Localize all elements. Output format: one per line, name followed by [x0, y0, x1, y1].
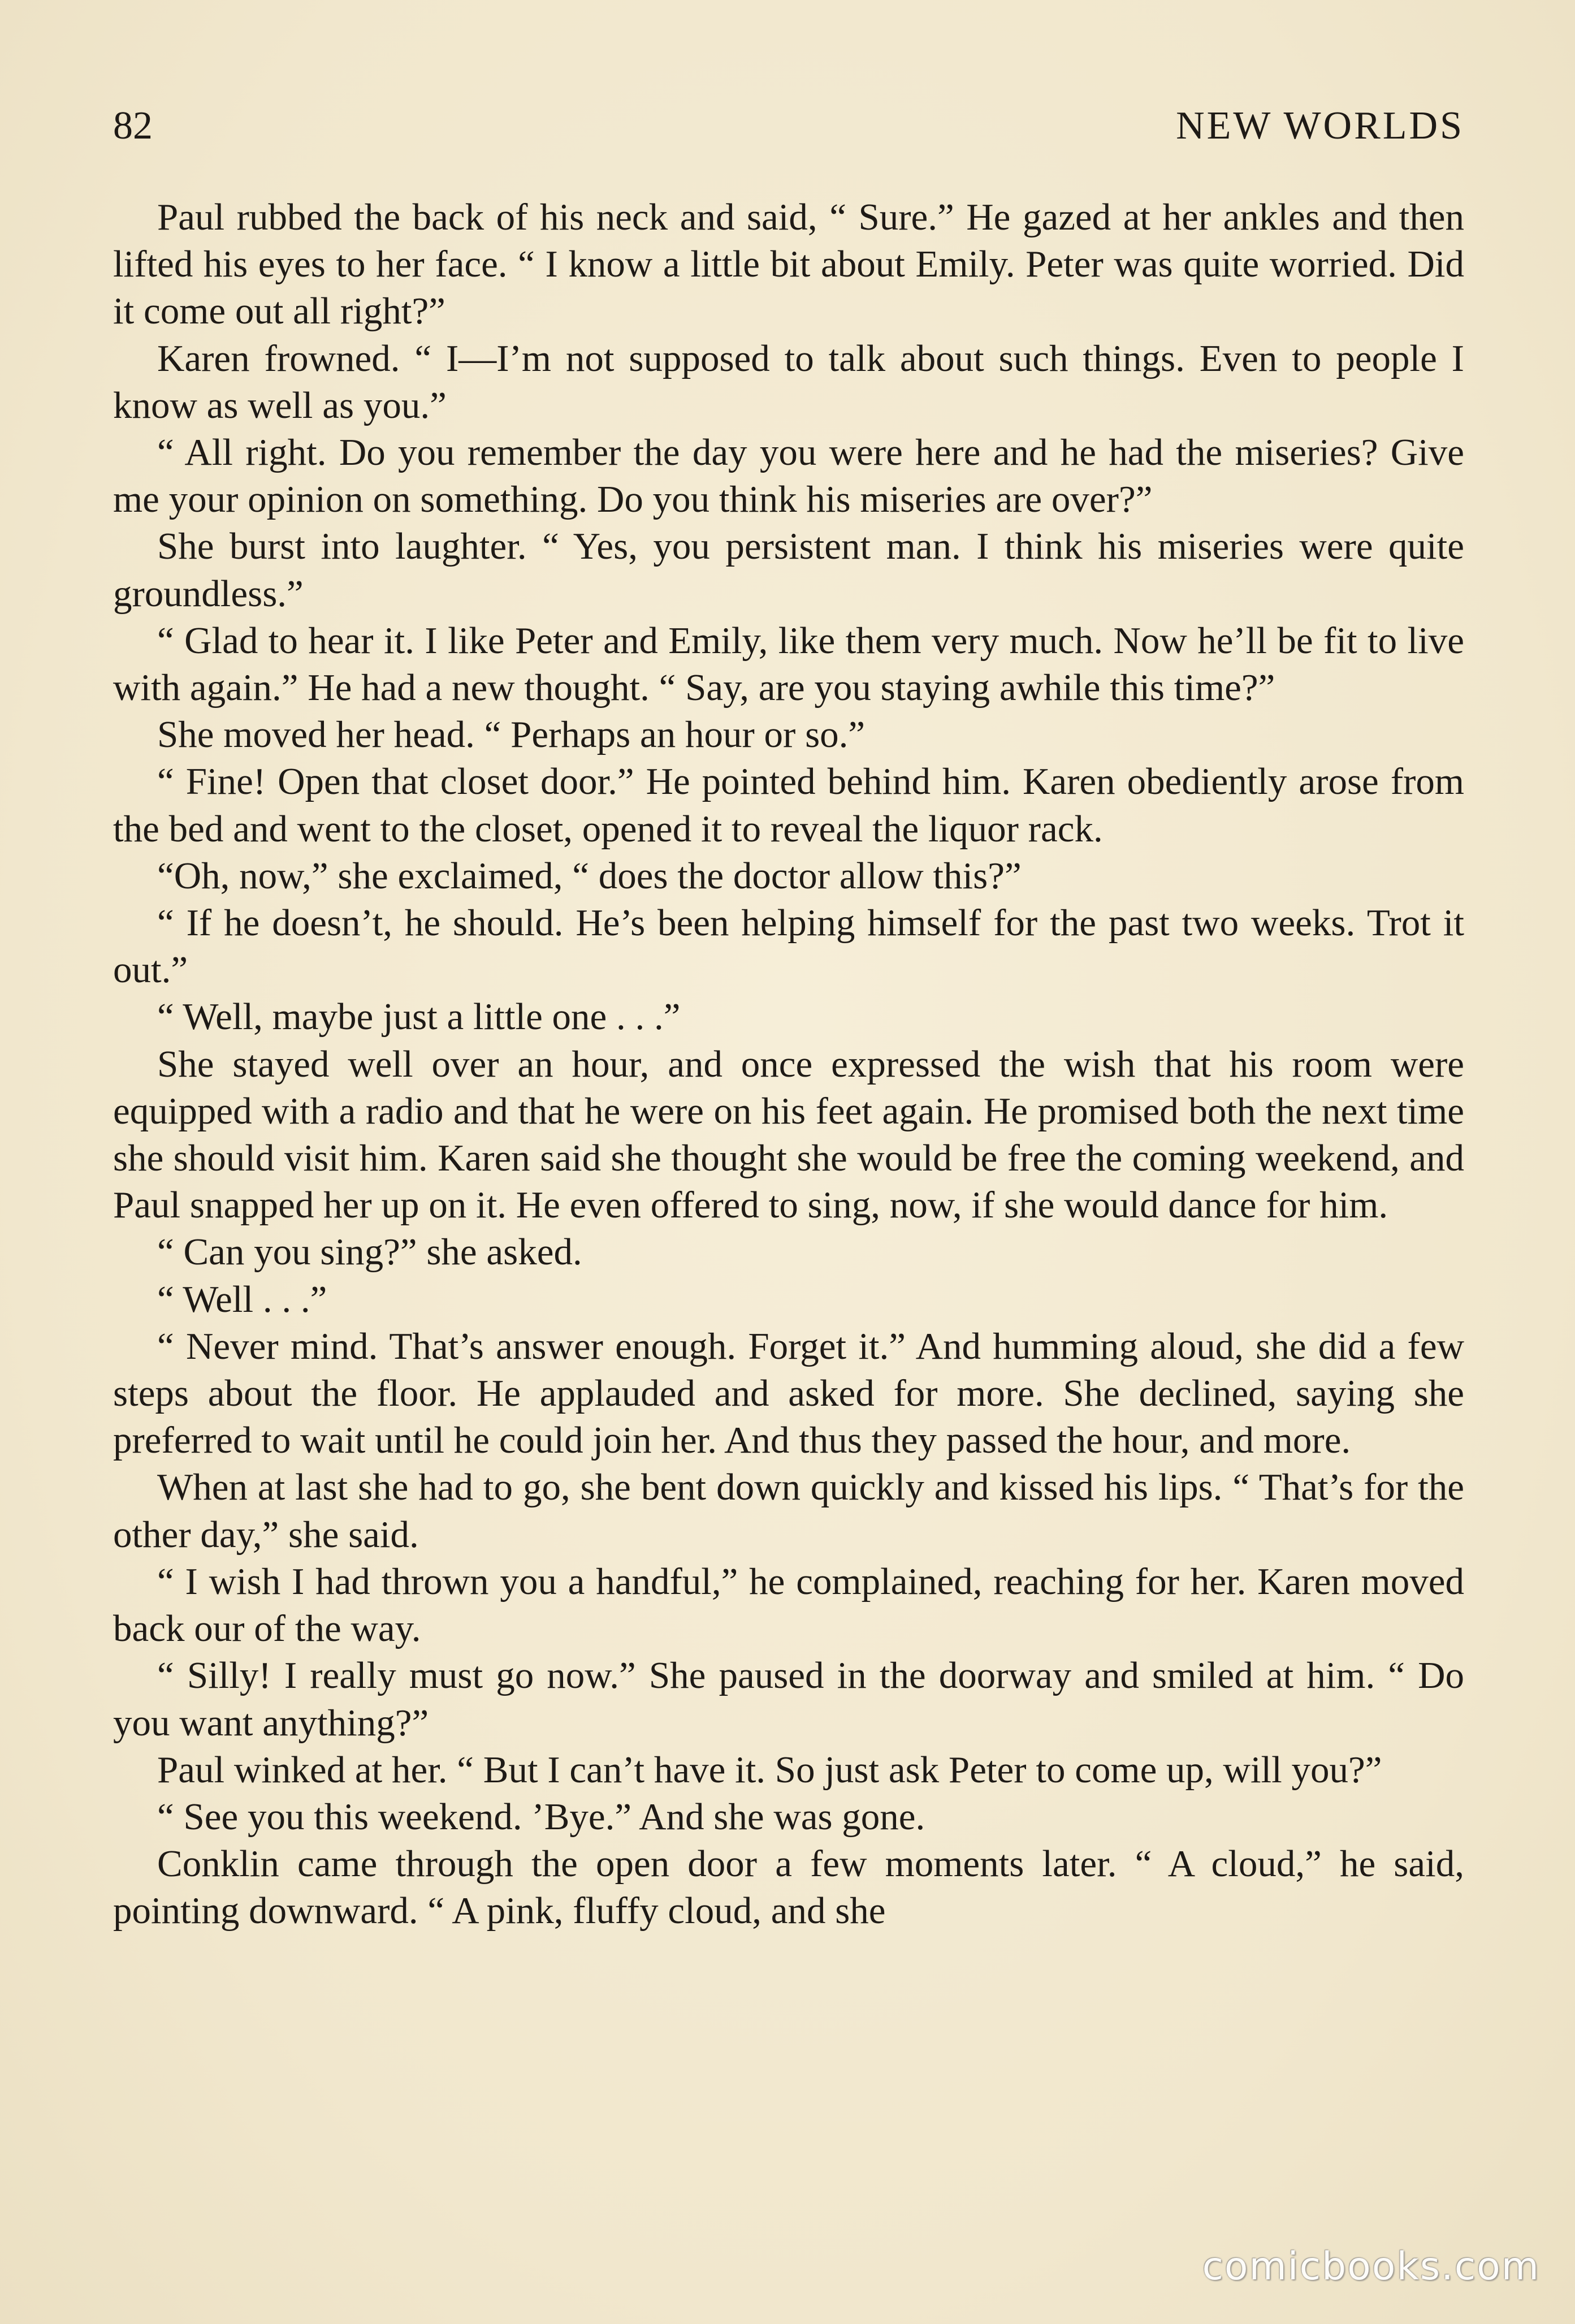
paragraph: Conklin came through the open door a few moments later. “ A cloud,” he said, pointing downward. “ A pink, fluffy cloud, and she [113, 1843, 1464, 1932]
paragraph: “ Well, maybe just a little one . . .” [157, 996, 681, 1038]
paragraph: She burst into laughter. “ Yes, you persistent man. I think his miseries were quite groundless.” [113, 525, 1464, 615]
paragraph: “Oh, now,” she exclaimed, “ does the doctor allow this?” [157, 854, 1022, 897]
paragraph: Paul winked at her. “ But I can’t have it. So just ask Peter to come up, will you?” [157, 1748, 1382, 1791]
watermark: comicbooks.com [1202, 2244, 1540, 2289]
paragraph: Paul rubbed the back of his neck and said, “ Sure.” He gazed at her ankles and then lifted his eyes to her face. “ I know a little bit about Emily. Peter was quite worried. Did it come out all right?” [113, 196, 1464, 332]
paragraph: She stayed well over an hour, and once expressed the wish that his room were equipped with a radio and that he were on his feet again. He promised both the next time she should visit him. Karen said she thought she would be free the coming weekend, and Paul snapped her up on it. He even offered to sing, now, if she would dance for him. [113, 1043, 1464, 1226]
paragraph: “ If he doesn’t, he should. He’s been helping himself for the past two weeks. Trot it out.” [113, 902, 1464, 991]
paragraph: “ Never mind. That’s answer enough. Forget it.” And humming aloud, she did a few steps about the floor. He applauded and asked for more. She declined, saying she preferred to wait until he could join her. And thus they passed the hour, and more. [113, 1325, 1464, 1462]
paragraph: When at last she had to go, she bent down quickly and kissed his lips. “ That’s for the other day,” she said. [113, 1466, 1464, 1556]
paragraph: “ Can you sing?” she asked. [157, 1231, 582, 1273]
paragraph: “ Silly! I really must go now.” She paused in the doorway and smiled at him. “ Do you want anything?” [113, 1655, 1464, 1744]
paragraph: “ All right. Do you remember the day you were here and he had the miseries? Give me your opinion on something. Do you think his miseries are over?” [113, 431, 1464, 521]
running-head: NEW WORLDS [1176, 104, 1464, 148]
body-text [113, 194, 1464, 1935]
paragraph: “ Glad to hear it. I like Peter and Emily, like them very much. Now he’ll be fit to live with again.” He had a new thought. “ Say, are you staying awhile this time?” [113, 619, 1464, 709]
paragraph: Karen frowned. “ I—I’m not supposed to talk about such things. Even to people I know as well as you.” [113, 337, 1464, 426]
paragraph: “ Well . . .” [157, 1278, 327, 1320]
paragraph: “ I wish I had thrown you a handful,” he complained, reaching for her. Karen moved back our of the way. [113, 1560, 1464, 1650]
page-number: 82 [113, 104, 153, 148]
page-header [113, 101, 1464, 152]
paragraph: “ Fine! Open that closet door.” He pointed behind him. Karen obediently arose from the bed and went to the closet, opened it to reveal the liquor rack. [113, 761, 1464, 850]
paragraph: “ See you this weekend. ’Bye.” And she was gone. [157, 1795, 925, 1838]
paragraph: She moved her head. “ Perhaps an hour or so.” [157, 714, 866, 756]
